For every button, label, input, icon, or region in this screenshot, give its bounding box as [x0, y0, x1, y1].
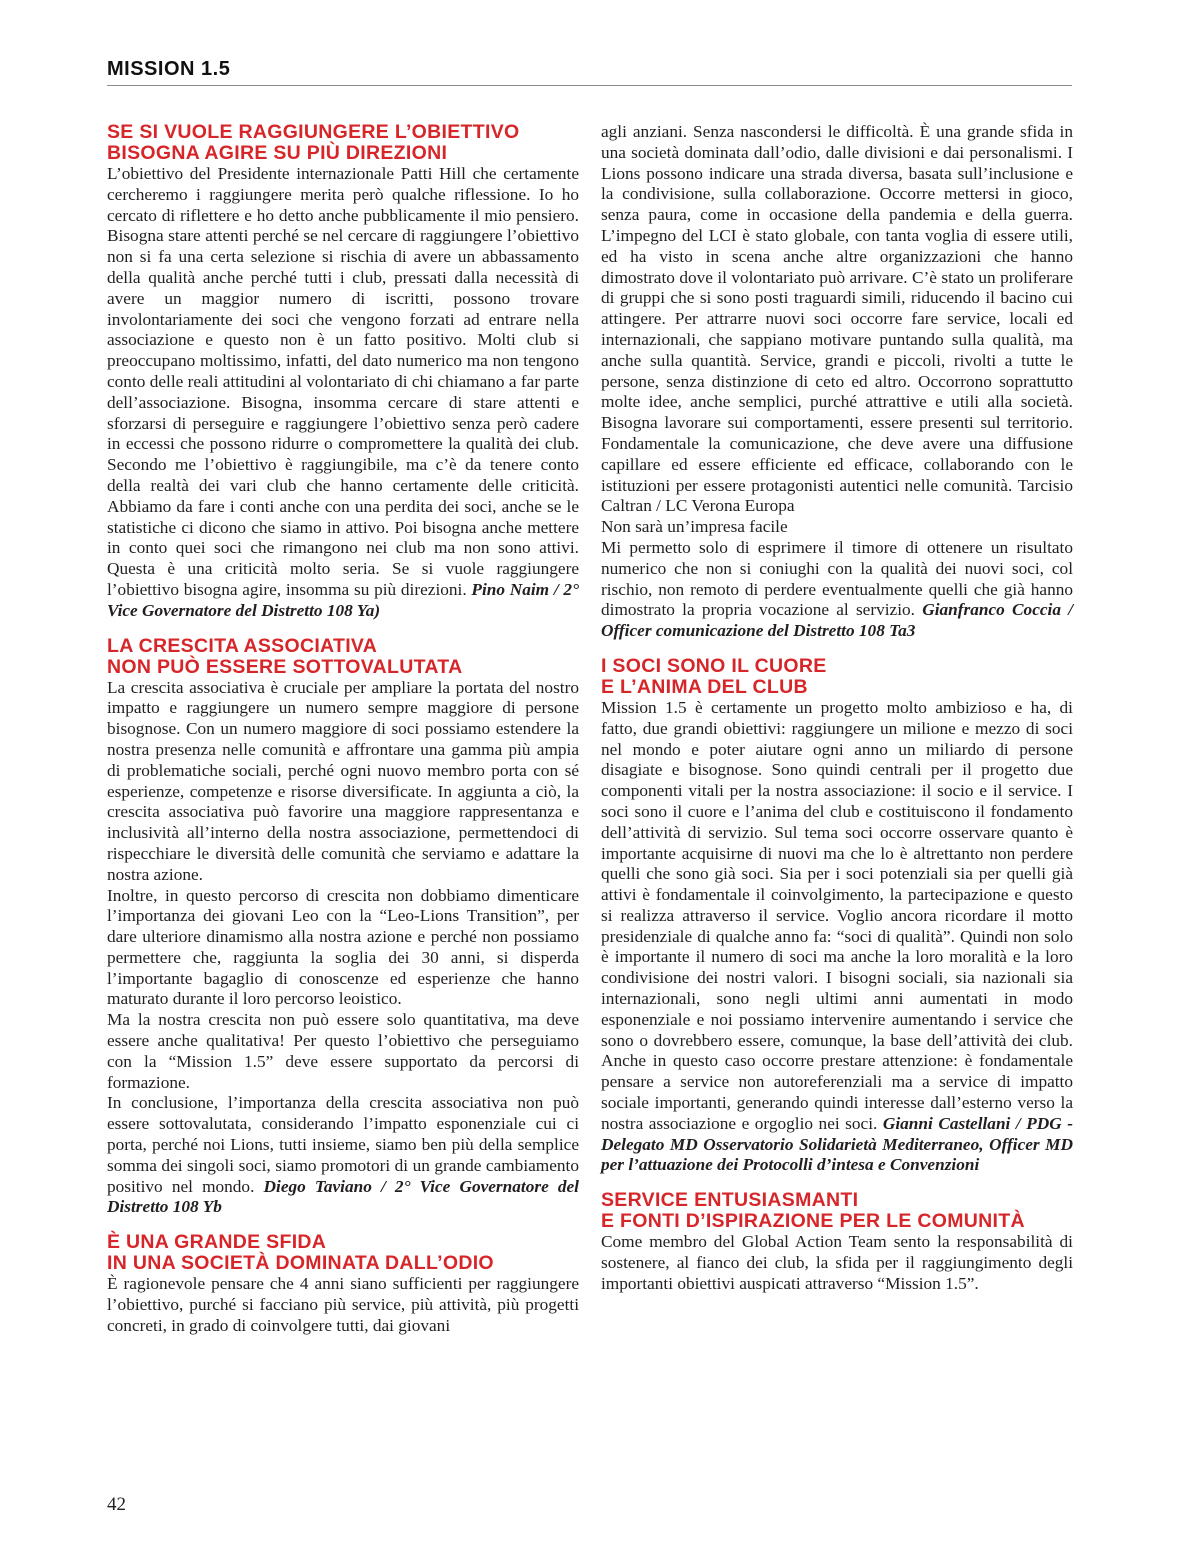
- paragraph: Non sarà un’impresa facile: [601, 517, 788, 537]
- section-title: I SOCI SONO IL CUORE E L’ANIMA DEL CLUB: [601, 654, 827, 698]
- article-section: [107, 122, 579, 622]
- section-title: LA CRESCITA ASSOCIATIVA NON PUÒ ESSERE SOTTOVALUTATA: [107, 634, 463, 678]
- paragraph: Inoltre, in questo percorso di crescita non dobbiamo dimenticare l’importanza dei giovani Leo con la “Leo-Lions Transition”, per dare ulteriore dinamismo alla nostra azione e perché non possiamo permettere che, raggiunta la soglia dei 30 anni, si disperda l’importante bagaglio di conoscenze ed esperienze che hanno maturato durante il loro percorso leoistico.: [107, 885, 579, 1009]
- article-section: [107, 1232, 579, 1336]
- author-signature: Gianfranco Coccia / Officer comunicazione del Distretto 108 Ta3: [601, 600, 1074, 641]
- article-section: [601, 656, 1073, 1176]
- paragraph: Mission 1.5 è certamente un progetto molto ambizioso e ha, di fatto, due grandi obiettivi: raggiungere un milione e mezzo di soci nel mondo e poter aiutare ogni anno un miliardo di persone disagiate e bisognose. Sono quindi centrali per il progetto due componenti vitali per la nostra associazione: il socio e il service. I soci sono il cuore e l’anima del club e costituiscono il fondamento dell’attività di servizio. Sul tema soci occorre osservare quanto è importante acquisirne di nuovi ma che lo è altrettanto non perdere quelli che sono già soci. Sia per i soci potenziali sia per quelli già attivi è fondamentale il coinvolgimento, la partecipazione e questo si realizza attraverso il service. Voglio ancora ricordare il motto presidenziale di qualche anno fa: “soci di qualità”. Quindi non solo è importante il numero di soci ma anche la loro moralità e la loro condivisione dei nostri valori. I bisogni sociali, sia nazionali sia internazionali, sono negli ultimi anni aumentati in modo esponenziale e noi possiamo intervenire aumentando i service che sono o dovrebbero essere, comunque, la base dell’attività dei club. Anche in questo caso occorre prestare attenzione: è fondamentale pensare a service non autoreferenziali ma a service di impatto sociale importanti, generando quindi interesse dall’esterno verso la nostra associazione e orgoglio nei soci.: [601, 697, 1073, 1133]
- section-title: È UNA GRANDE SFIDA IN UNA SOCIETÀ DOMINATA DALL’ODIO: [107, 1231, 494, 1275]
- left-column: [107, 122, 579, 1351]
- paragraph: L’obiettivo del Presidente internazionale Patti Hill che certamente cercheremo i raggiungere merita però qualche riflessione. Io ho cercato di riflettere e ho detto anche pubblicamente il mio pensiero. Bisogna stare attenti perché se nel cercare di raggiungere l’obiettivo non si fa una certa selezione si rischia di avere un abbassamento della qualità anche perché tutti i club, pressati dalla necessità di avere un maggior numero di iscritti, possono trovare involontariamente dei soci che vengono forzati ad entrare nella associazione e questo non è un fatto positivo. Molti club si preoccupano moltissimo, infatti, del dato numerico ma non tengono conto delle reali attitudini al volontariato di chi chiamano a far parte dell’associazione. Bisogna, insomma cercare di stare attenti e sforzarsi di perseguire e raggiungere l’obiettivo senza però cadere in eccessi che possono ridurre o compromettere la qualità dei club. Secondo me l’obiettivo è raggiungibile, ma c’è da tenere conto della realtà dei vari club che hanno certamente delle criticità. Abbiamo da fare i conti anche con una perdita dei soci, anche se le statistiche ci dicono che siamo in attivo. Poi bisogna anche mettere in conto quei soci che rimangono nei club ma non sono attivi. Questa è una criticità molto seria. Se si vuole raggiungere l’obiettivo bisogna agire, insomma su più direzioni.: [107, 164, 579, 599]
- section-title: SERVICE ENTUSIASMANTI E FONTI D’ISPIRAZIONE PER LE COMUNITÀ: [601, 1189, 1025, 1233]
- section-body: [107, 164, 579, 622]
- page-number: 42: [107, 1494, 126, 1515]
- paragraph: agli anziani. Senza nascondersi le difficoltà. È una grande sfida in una società dominata dall’odio, dalle divisioni e dai personalismi. I Lions possono indicare una strada diversa, basata sull’inclusione e la condivisione, sulla collaborazione. Occorre mettersi in gioco, senza paura, come in occasione della pandemia e della guerra. L’impegno del LCI è stato globale, con tanta voglia di essere utili, ed ha visto in scena anche altre organizzazioni che hanno dimostrato dove il volontariato può arrivare. C’è stato un proliferare di gruppi che si sono posti traguardi simili, riducendo il bacino cui attingere. Per attrarre nuovi soci occorre fare service, locali ed internazionali, che sappiano motivare puntando sulla qualità, ma anche sulla quantità. Service, grandi e piccoli, rivolti a tutte le persone, senza distinzione di ceto ed altro. Occorrono soprattutto molte idee, anche semplici, purché attrattive e utili alla società. Bisogna lavorare sui comportamenti, essere presenti sul territorio. Fondamentale la comunicazione, che deve avere una diffusione capillare ed essere efficiente ed efficace, collaborando con le istituzioni per essere protagonisti autentici nelle comunità. Tarcisio Caltran / LC Verona Europa: [601, 122, 1073, 516]
- section-body: [601, 122, 1073, 642]
- section-body: [601, 1232, 1073, 1294]
- paragraph: Mi permetto solo di esprimere il timore di ottenere un risultato numerico che non si coniughi con la qualità dei nuovi soci, col rischio, non remoto di perdere eventualmente quelli che già hanno dimostrato la propria vocazione al servizio.: [601, 537, 1073, 620]
- paragraph: In conclusione, l’importanza della crescita associativa non può essere sottovalutata, considerando l’impatto esponenziale cui ci porta, perché noi Lions, tutti insieme, siamo ben più della semplice somma dei singoli soci, siamo promotori di un grande cambiamento positivo nel mondo.: [107, 1093, 579, 1196]
- header-title: MISSION 1.5: [107, 58, 231, 80]
- paragraph: La crescita associativa è cruciale per ampliare la portata del nostro impatto e raggiungere un numero sempre maggiore di persone bisognose. Con un numero maggiore di soci possiamo estendere la nostra presenza nelle comunità e affrontare una gamma più ampia di problematiche sociali, perché ogni nuovo membro porta con sé esperienze, competenze e risorse diversificate. In aggiunta a ciò, la crescita associativa può favorire una maggiore rappresentanza e inclusività all’interno della nostra associazione, permettendoci di rispecchiare le diversità delle comunità che serviamo e adattare la nostra azione.: [107, 677, 579, 884]
- section-body: [107, 1274, 579, 1336]
- article-section: [107, 636, 579, 1219]
- section-body: [107, 678, 579, 1219]
- page-header: [107, 58, 1072, 86]
- author-signature: Gianni Castellani / PDG - Delegato MD Osservatorio Solidarietà Mediterraneo, Officer MD per l’attuazione dei Protocolli d’intesa e Convenzioni: [601, 1113, 1073, 1175]
- author-signature: Pino Naim / 2° Vice Governatore del Distretto 108 Ya): [107, 579, 579, 620]
- article-section: [601, 1190, 1073, 1294]
- author-signature: Diego Taviano / 2° Vice Governatore del Distretto 108 Yb: [107, 1176, 579, 1217]
- paragraph: Come membro del Global Action Team sento la responsabilità di sostenere, al fianco dei club, la sfida per il raggiungimento degli importanti obiettivi auspicati attraverso “Mission 1.5”.: [601, 1232, 1073, 1293]
- article-section-continued: [601, 122, 1073, 642]
- paragraph: Ma la nostra crescita non può essere solo quantitativa, ma deve essere anche qualitativa! Per questo l’obiettivo che perseguiamo con la “Mission 1.5” deve essere supportato da percorsi di formazione.: [107, 1010, 579, 1092]
- paragraph: È ragionevole pensare che 4 anni siano sufficienti per raggiungere l’obiettivo, purché si facciano più service, più attività, più progetti concreti, in grado di coinvolgere tutti, dai giovani: [107, 1274, 579, 1335]
- right-column: [601, 122, 1073, 1309]
- section-body: [601, 698, 1073, 1176]
- section-title: SE SI VUOLE RAGGIUNGERE L’OBIETTIVO BISOGNA AGIRE SU PIÙ DIREZIONI: [107, 121, 520, 164]
